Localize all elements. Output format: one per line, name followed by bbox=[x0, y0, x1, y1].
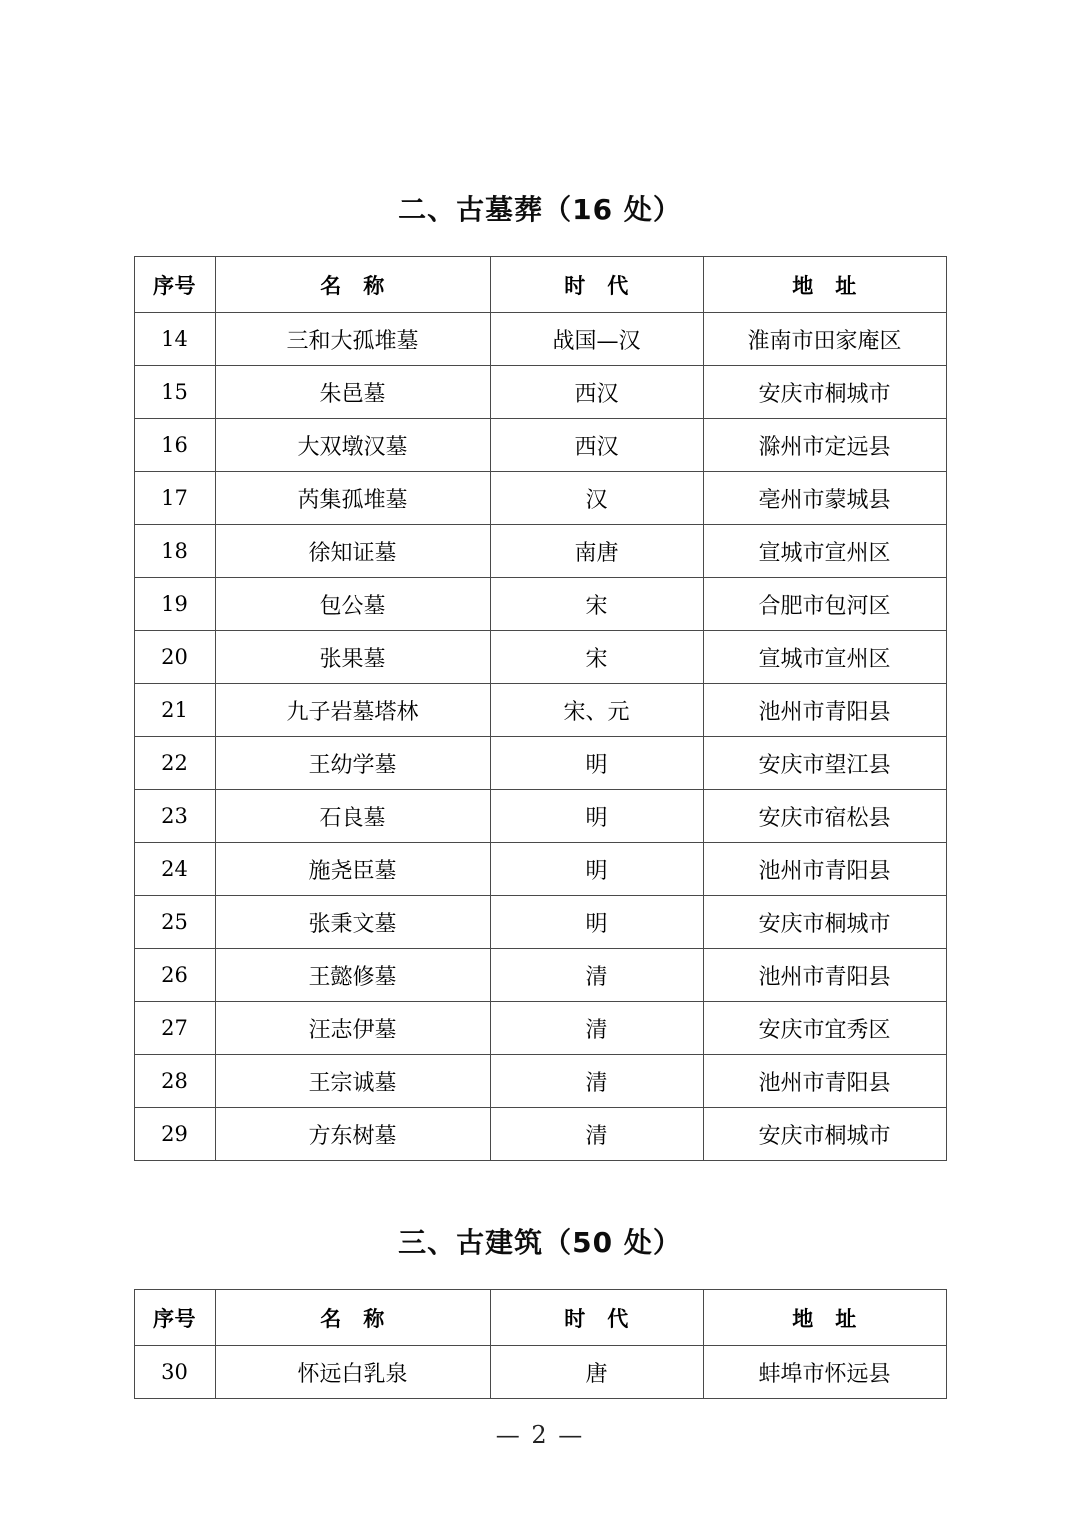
header-cell-index: 序号 bbox=[134, 257, 215, 313]
cell-name: 朱邑墓 bbox=[215, 366, 490, 419]
cell-name: 徐知证墓 bbox=[215, 525, 490, 578]
table-row bbox=[134, 790, 946, 843]
cell-name: 方东树墓 bbox=[215, 1108, 490, 1161]
cell-address: 池州市青阳县 bbox=[703, 1055, 946, 1108]
cell-address: 池州市青阳县 bbox=[703, 684, 946, 737]
table-body bbox=[134, 313, 946, 1161]
heading-table-gap-2 bbox=[0, 1261, 1080, 1289]
page-number-footer: — 2 — bbox=[495, 1421, 585, 1449]
cell-name: 石良墓 bbox=[215, 790, 490, 843]
cell-name: 大双墩汉墓 bbox=[215, 419, 490, 472]
table-row bbox=[134, 684, 946, 737]
cell-era: 南唐 bbox=[490, 525, 703, 578]
cell-era: 西汉 bbox=[490, 366, 703, 419]
table-row bbox=[134, 472, 946, 525]
cell-era: 宋 bbox=[490, 631, 703, 684]
cell-name: 九子岩墓塔林 bbox=[215, 684, 490, 737]
cell-address: 安庆市桐城市 bbox=[703, 1108, 946, 1161]
cell-address: 池州市青阳县 bbox=[703, 843, 946, 896]
cell-index: 28 bbox=[134, 1055, 215, 1108]
cell-index: 26 bbox=[134, 949, 215, 1002]
table-header-row bbox=[134, 1290, 946, 1346]
cell-index: 23 bbox=[134, 790, 215, 843]
cell-name: 张果墓 bbox=[215, 631, 490, 684]
cell-name: 包公墓 bbox=[215, 578, 490, 631]
cell-address: 宣城市宣州区 bbox=[703, 631, 946, 684]
cell-address: 安庆市桐城市 bbox=[703, 896, 946, 949]
table-row bbox=[134, 366, 946, 419]
cell-index: 16 bbox=[134, 419, 215, 472]
cell-era: 战国—汉 bbox=[490, 313, 703, 366]
cell-index: 30 bbox=[134, 1346, 215, 1399]
table-header bbox=[134, 1290, 946, 1346]
cell-address: 蚌埠市怀远县 bbox=[703, 1346, 946, 1399]
heading-table-gap bbox=[0, 228, 1080, 256]
table-body bbox=[134, 1346, 946, 1399]
cell-era: 宋、元 bbox=[490, 684, 703, 737]
table-row bbox=[134, 843, 946, 896]
cell-name: 王幼学墓 bbox=[215, 737, 490, 790]
cell-index: 15 bbox=[134, 366, 215, 419]
cell-index: 22 bbox=[134, 737, 215, 790]
table-heading-gap bbox=[0, 1161, 1080, 1221]
cell-index: 29 bbox=[134, 1108, 215, 1161]
section-heading-ancient-tombs: 二、古墓葬（16 处） bbox=[398, 193, 682, 226]
cell-address: 合肥市包河区 bbox=[703, 578, 946, 631]
ancient-tombs-table bbox=[134, 256, 947, 1161]
cell-index: 20 bbox=[134, 631, 215, 684]
cell-index: 14 bbox=[134, 313, 215, 366]
cell-era: 明 bbox=[490, 737, 703, 790]
table-row bbox=[134, 525, 946, 578]
table-header bbox=[134, 257, 946, 313]
cell-index: 19 bbox=[134, 578, 215, 631]
header-cell-era: 时 代 bbox=[490, 257, 703, 313]
table-row bbox=[134, 1346, 946, 1399]
cell-era: 汉 bbox=[490, 472, 703, 525]
cell-era: 唐 bbox=[490, 1346, 703, 1399]
header-cell-address: 地 址 bbox=[703, 257, 946, 313]
cell-era: 宋 bbox=[490, 578, 703, 631]
cell-address: 安庆市宿松县 bbox=[703, 790, 946, 843]
table-row bbox=[134, 737, 946, 790]
cell-address: 池州市青阳县 bbox=[703, 949, 946, 1002]
table-row bbox=[134, 1002, 946, 1055]
header-cell-name: 名 称 bbox=[215, 1290, 490, 1346]
cell-name: 怀远白乳泉 bbox=[215, 1346, 490, 1399]
cell-index: 25 bbox=[134, 896, 215, 949]
cell-index: 21 bbox=[134, 684, 215, 737]
cell-name: 汪志伊墓 bbox=[215, 1002, 490, 1055]
cell-era: 明 bbox=[490, 896, 703, 949]
table-row bbox=[134, 896, 946, 949]
table-row bbox=[134, 1055, 946, 1108]
cell-era: 西汉 bbox=[490, 419, 703, 472]
cell-name: 施尧臣墓 bbox=[215, 843, 490, 896]
cell-index: 24 bbox=[134, 843, 215, 896]
top-spacer bbox=[0, 0, 1080, 188]
cell-name: 芮集孤堆墓 bbox=[215, 472, 490, 525]
cell-name: 王宗诚墓 bbox=[215, 1055, 490, 1108]
header-cell-era: 时 代 bbox=[490, 1290, 703, 1346]
cell-address: 宣城市宣州区 bbox=[703, 525, 946, 578]
cell-index: 18 bbox=[134, 525, 215, 578]
table-row bbox=[134, 419, 946, 472]
cell-address: 安庆市望江县 bbox=[703, 737, 946, 790]
cell-name: 三和大孤堆墓 bbox=[215, 313, 490, 366]
cell-index: 27 bbox=[134, 1002, 215, 1055]
cell-era: 清 bbox=[490, 949, 703, 1002]
ancient-architecture-table bbox=[134, 1289, 947, 1399]
table-header-row bbox=[134, 257, 946, 313]
header-cell-name: 名 称 bbox=[215, 257, 490, 313]
cell-era: 清 bbox=[490, 1108, 703, 1161]
cell-name: 张秉文墓 bbox=[215, 896, 490, 949]
header-cell-index: 序号 bbox=[134, 1290, 215, 1346]
cell-address: 安庆市桐城市 bbox=[703, 366, 946, 419]
table-row bbox=[134, 578, 946, 631]
cell-address: 亳州市蒙城县 bbox=[703, 472, 946, 525]
cell-name: 王懿修墓 bbox=[215, 949, 490, 1002]
cell-index: 17 bbox=[134, 472, 215, 525]
section-heading-ancient-architecture: 三、古建筑（50 处） bbox=[398, 1226, 682, 1259]
cell-era: 清 bbox=[490, 1055, 703, 1108]
table-row bbox=[134, 631, 946, 684]
cell-era: 清 bbox=[490, 1002, 703, 1055]
cell-address: 滁州市定远县 bbox=[703, 419, 946, 472]
table-row bbox=[134, 949, 946, 1002]
cell-address: 安庆市宜秀区 bbox=[703, 1002, 946, 1055]
table-row bbox=[134, 313, 946, 366]
cell-era: 明 bbox=[490, 790, 703, 843]
cell-era: 明 bbox=[490, 843, 703, 896]
table-row bbox=[134, 1108, 946, 1161]
header-cell-address: 地 址 bbox=[703, 1290, 946, 1346]
cell-address: 淮南市田家庵区 bbox=[703, 313, 946, 366]
